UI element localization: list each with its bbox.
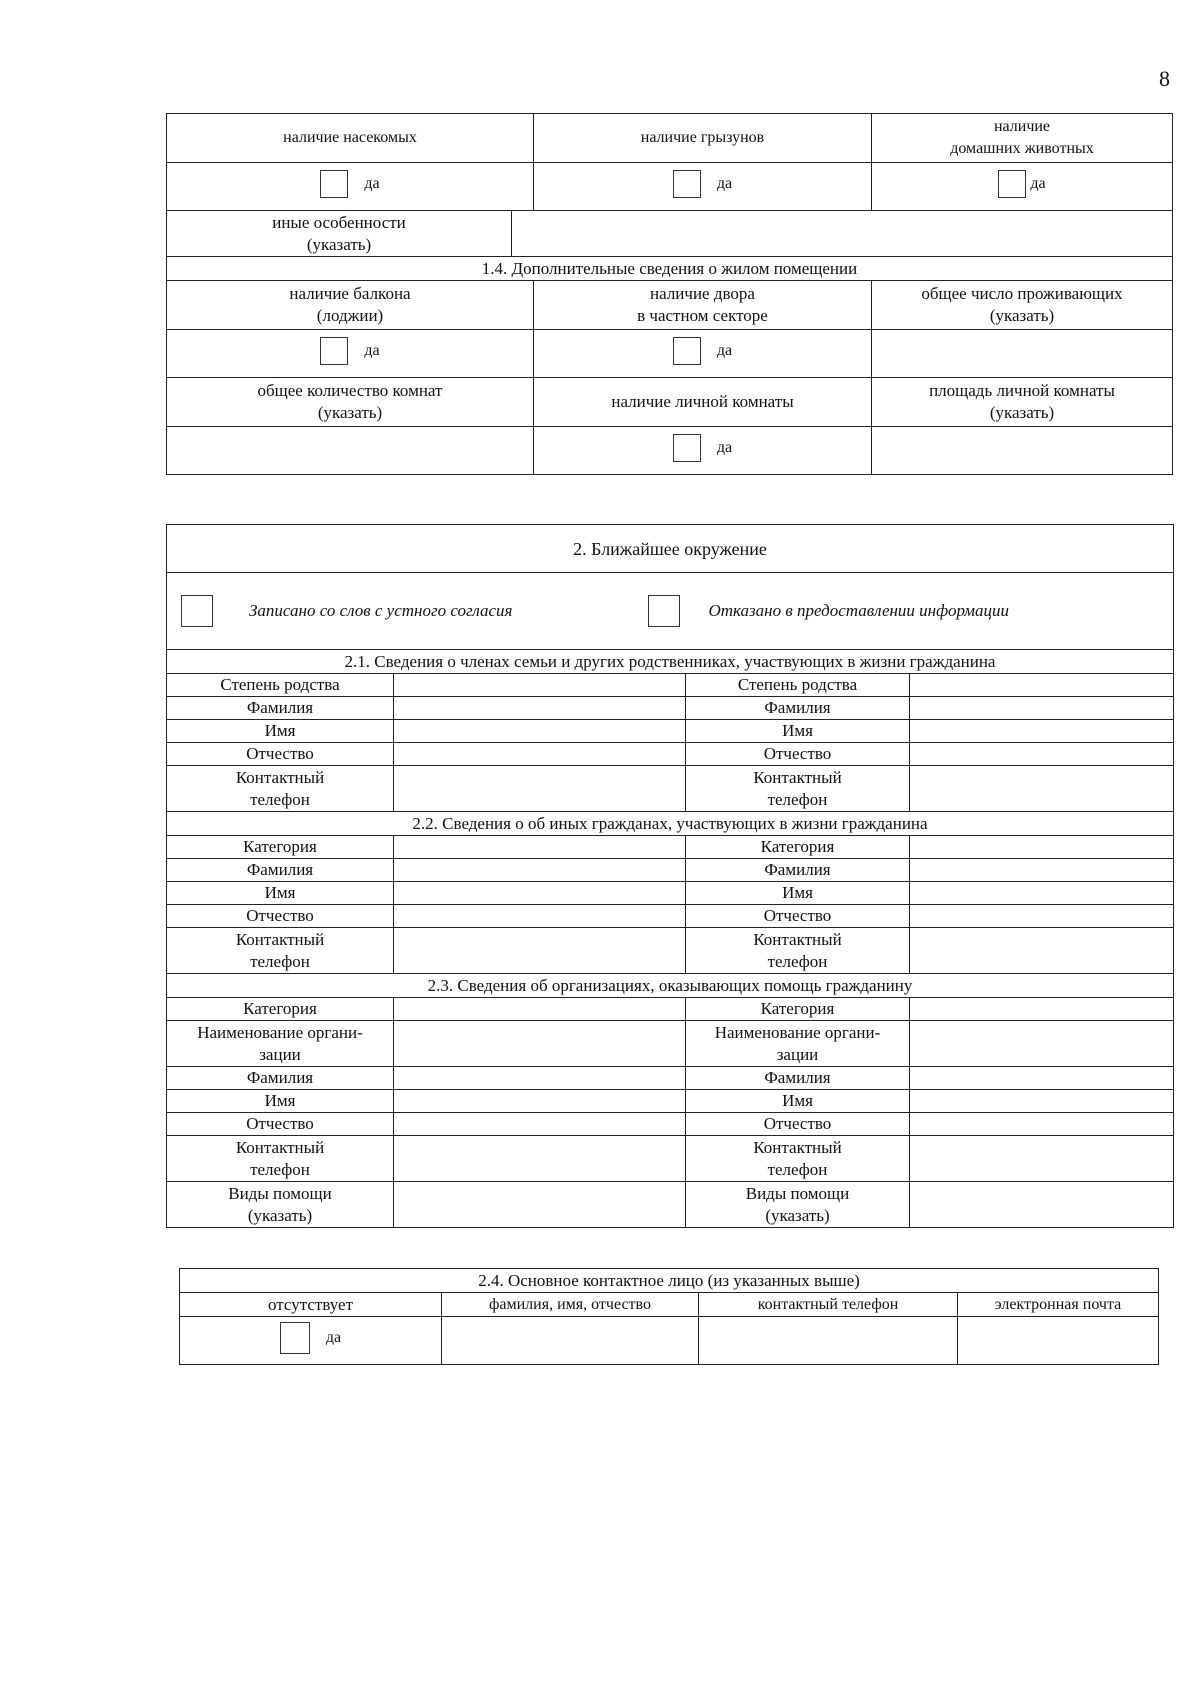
- relative-right-field[interactable]: [910, 697, 1174, 720]
- organization-right-label: Категория: [686, 998, 910, 1021]
- organization-left-field[interactable]: [394, 1090, 686, 1113]
- rodents-header: наличие грызунов: [534, 114, 872, 163]
- organization-right-label: Наименование органи- зации: [686, 1021, 910, 1067]
- relative-right-label: Фамилия: [686, 697, 910, 720]
- residents-count-field[interactable]: [872, 330, 1173, 378]
- organization-left-field[interactable]: [394, 1136, 686, 1182]
- personal-room-area-field[interactable]: [872, 427, 1173, 475]
- rooms-count-header: общее количество комнат (указать): [167, 378, 534, 427]
- relative-row: [167, 743, 1174, 766]
- residents-count-header: общее число проживающих (указать): [872, 281, 1173, 330]
- other-citizen-left-field[interactable]: [394, 882, 686, 905]
- organization-left-field[interactable]: [394, 1113, 686, 1136]
- absent-header: отсутствует: [180, 1293, 442, 1317]
- relative-left-label: Отчество: [167, 743, 394, 766]
- organization-right-field[interactable]: [910, 998, 1174, 1021]
- organization-left-field[interactable]: [394, 1182, 686, 1228]
- section-2-2-title: 2.2. Сведения о об иных гражданах, участвующих в жизни гражданина: [167, 812, 1174, 836]
- rooms-count-field[interactable]: [167, 427, 534, 475]
- other-citizen-right-label: Категория: [686, 836, 910, 859]
- organization-row: [167, 1136, 1174, 1182]
- relative-right-label: Отчество: [686, 743, 910, 766]
- organization-left-label: Контактный телефон: [167, 1136, 394, 1182]
- organization-right-field[interactable]: [910, 1113, 1174, 1136]
- organization-row: [167, 1182, 1174, 1228]
- relative-left-label: Контактный телефон: [167, 766, 394, 812]
- other-citizen-row: [167, 905, 1174, 928]
- yes-label: да: [716, 341, 733, 359]
- organization-left-field[interactable]: [394, 1067, 686, 1090]
- section-2-4-title: 2.4. Основное контактное лицо (из указанных выше): [180, 1269, 1159, 1293]
- other-citizen-left-label: Фамилия: [167, 859, 394, 882]
- relative-row: [167, 766, 1174, 812]
- organization-left-label: Наименование органи- зации: [167, 1021, 394, 1067]
- insects-checkbox[interactable]: [320, 170, 348, 198]
- fio-header: фамилия, имя, отчество: [442, 1293, 699, 1317]
- insects-header: наличие насекомых: [167, 114, 534, 163]
- fio-field[interactable]: [442, 1317, 699, 1365]
- other-citizen-right-field[interactable]: [910, 859, 1174, 882]
- other-citizen-right-field[interactable]: [910, 882, 1174, 905]
- yes-label: да: [1030, 174, 1046, 192]
- organization-left-label: Категория: [167, 998, 394, 1021]
- other-citizen-left-label: Категория: [167, 836, 394, 859]
- relative-right-field[interactable]: [910, 743, 1174, 766]
- organization-right-field[interactable]: [910, 1182, 1174, 1228]
- oral-consent-checkbox[interactable]: [181, 595, 213, 627]
- relative-left-field[interactable]: [394, 720, 686, 743]
- other-citizen-right-label: Фамилия: [686, 859, 910, 882]
- other-citizen-right-label: Контактный телефон: [686, 928, 910, 974]
- organization-right-label: Отчество: [686, 1113, 910, 1136]
- absent-checkbox[interactable]: [280, 1322, 310, 1354]
- other-features-label: иные особенности (указать): [167, 211, 512, 257]
- yes-label: да: [364, 174, 380, 192]
- relative-left-field[interactable]: [394, 766, 686, 812]
- organization-row: [167, 1090, 1174, 1113]
- personal-room-header: наличие личной комнаты: [534, 378, 872, 427]
- relative-right-field[interactable]: [910, 674, 1174, 697]
- phone-field[interactable]: [699, 1317, 958, 1365]
- relative-row: [167, 697, 1174, 720]
- section-2-3-title: 2.3. Сведения об организациях, оказывающих помощь гражданину: [167, 974, 1174, 998]
- section-2-1-title: 2.1. Сведения о членах семьи и других родственниках, участвующих в жизни гражданина: [167, 650, 1174, 674]
- relative-left-field[interactable]: [394, 697, 686, 720]
- other-citizen-right-field[interactable]: [910, 836, 1174, 859]
- other-citizen-left-field[interactable]: [394, 859, 686, 882]
- other-citizen-right-label: Отчество: [686, 905, 910, 928]
- balcony-header: наличие балкона (лоджии): [167, 281, 534, 330]
- yes-label: да: [325, 1328, 342, 1346]
- section-2-title: 2. Ближайшее окружение: [167, 525, 1174, 573]
- yard-header: наличие двора в частном секторе: [534, 281, 872, 330]
- refused-label: Отказано в предоставлении информации: [708, 601, 1009, 620]
- main-contact-table: [179, 1268, 1159, 1365]
- yes-label: да: [364, 341, 380, 359]
- other-citizen-left-label: Отчество: [167, 905, 394, 928]
- pets-header: наличие домашних животных: [872, 114, 1173, 163]
- other-citizen-left-field[interactable]: [394, 905, 686, 928]
- phone-header: контактный телефон: [699, 1293, 958, 1317]
- organization-row: [167, 1113, 1174, 1136]
- organization-left-label: Фамилия: [167, 1067, 394, 1090]
- relative-left-label: Имя: [167, 720, 394, 743]
- other-citizen-left-field[interactable]: [394, 928, 686, 974]
- personal-room-area-header: площадь личной комнаты (указать): [872, 378, 1173, 427]
- yes-label: да: [716, 174, 733, 192]
- organization-right-field[interactable]: [910, 1090, 1174, 1113]
- pets-checkbox[interactable]: [998, 170, 1026, 198]
- housing-conditions-table: [166, 113, 1173, 475]
- other-citizen-left-field[interactable]: [394, 836, 686, 859]
- organization-right-label: Контактный телефон: [686, 1136, 910, 1182]
- relative-right-label: Контактный телефон: [686, 766, 910, 812]
- relative-left-label: Степень родства: [167, 674, 394, 697]
- yard-checkbox[interactable]: [673, 337, 701, 365]
- relatives-rows: [167, 674, 1174, 812]
- email-field[interactable]: [958, 1317, 1159, 1365]
- relative-row: [167, 720, 1174, 743]
- yes-label: да: [716, 438, 733, 456]
- other-citizen-right-field[interactable]: [910, 928, 1174, 974]
- rodents-checkbox[interactable]: [673, 170, 701, 198]
- relative-right-label: Имя: [686, 720, 910, 743]
- other-citizen-left-label: Имя: [167, 882, 394, 905]
- organization-right-label: Фамилия: [686, 1067, 910, 1090]
- other-citizen-row: [167, 859, 1174, 882]
- relative-left-field[interactable]: [394, 743, 686, 766]
- organization-left-label: Отчество: [167, 1113, 394, 1136]
- relative-left-field[interactable]: [394, 674, 686, 697]
- close-environment-table: [166, 524, 1174, 1228]
- other-citizen-row: [167, 928, 1174, 974]
- refused-checkbox[interactable]: [648, 595, 680, 627]
- other-citizens-rows: [167, 836, 1174, 974]
- organization-left-field[interactable]: [394, 1021, 686, 1067]
- organization-left-label: Имя: [167, 1090, 394, 1113]
- organizations-rows: [167, 998, 1174, 1228]
- page-number: 8: [1159, 66, 1170, 91]
- relative-right-field[interactable]: [910, 720, 1174, 743]
- organization-left-label: Виды помощи (указать): [167, 1182, 394, 1228]
- oral-consent-label: Записано со слов с устного согласия: [249, 601, 513, 620]
- other-citizen-right-field[interactable]: [910, 905, 1174, 928]
- relative-right-field[interactable]: [910, 766, 1174, 812]
- section-1-4-title: 1.4. Дополнительные сведения о жилом помещении: [167, 257, 1173, 281]
- organization-right-label: Виды помощи (указать): [686, 1182, 910, 1228]
- organization-row: [167, 1021, 1174, 1067]
- organization-row: [167, 1067, 1174, 1090]
- organization-left-field[interactable]: [394, 998, 686, 1021]
- relative-row: [167, 674, 1174, 697]
- personal-room-checkbox[interactable]: [673, 434, 701, 462]
- organization-right-field[interactable]: [910, 1136, 1174, 1182]
- organization-row: [167, 998, 1174, 1021]
- organization-right-label: Имя: [686, 1090, 910, 1113]
- organization-right-field[interactable]: [910, 1067, 1174, 1090]
- relative-left-label: Фамилия: [167, 697, 394, 720]
- other-citizen-right-label: Имя: [686, 882, 910, 905]
- balcony-checkbox[interactable]: [320, 337, 348, 365]
- other-citizen-row: [167, 882, 1174, 905]
- other-citizen-left-label: Контактный телефон: [167, 928, 394, 974]
- relative-right-label: Степень родства: [686, 674, 910, 697]
- other-citizen-row: [167, 836, 1174, 859]
- other-features-field[interactable]: [512, 211, 1173, 257]
- email-header: электронная почта: [958, 1293, 1159, 1317]
- organization-right-field[interactable]: [910, 1021, 1174, 1067]
